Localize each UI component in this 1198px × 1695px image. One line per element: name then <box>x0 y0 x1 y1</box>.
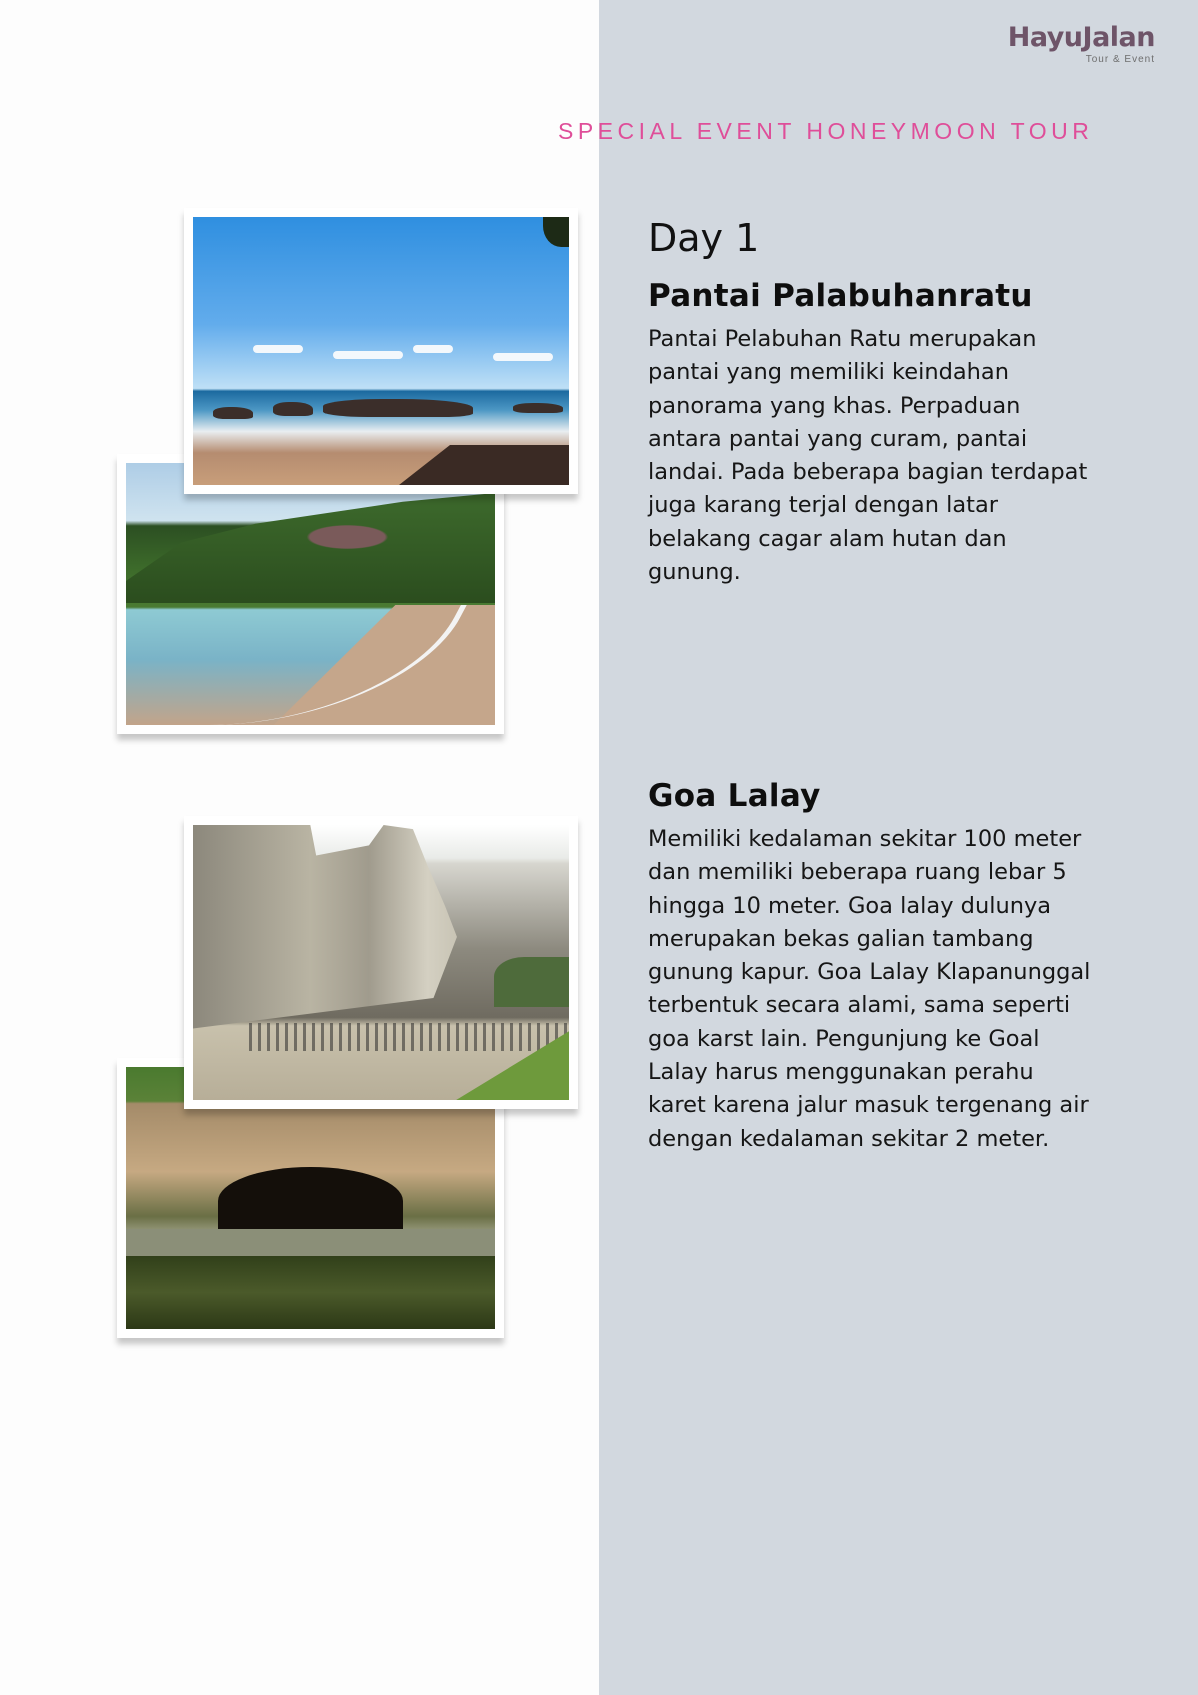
beach-image-2 <box>126 463 495 725</box>
beach-image-1 <box>193 217 569 485</box>
brand-name: HayuJalan <box>1007 22 1155 53</box>
brand-logo <box>1008 24 1155 65</box>
beach-photo-1 <box>184 208 578 494</box>
beach-photo-2 <box>117 454 504 734</box>
place-title-goa: Goa Lalay <box>648 778 821 814</box>
place-description-pantai: Pantai Pelabuhan Ratu merupakan pantai yang memiliki keindahan panorama yang khas. Perpaduan antara pantai yang curam, pantai landai. Pada beberapa bagian terdapat juga karang terjal dengan latar belakang cagar alam hutan dan gunung. <box>648 326 1088 586</box>
day-label: Day 1 <box>648 216 760 260</box>
brand-tagline: Tour & Event <box>1085 54 1155 65</box>
place-description-goa: Memiliki kedalaman sekitar 100 meter dan memiliki beberapa ruang lebar 5 hingga 10 meter. Goa lalay dulunya merupakan bekas galian tambang gunung kapur. Goa Lalay Klapanunggal terbentuk secara alami, sama seperti goa karst lain. Pengunjung ke Goal Lalay harus menggunakan perahu karet karena jalur masuk tergenang air dengan kedalaman sekitar 2 meter. <box>648 826 1091 1152</box>
event-title: SPECIAL EVENT HONEYMOON TOUR <box>558 118 1094 144</box>
place-title-pantai: Pantai Palabuhanratu <box>648 278 1033 314</box>
cliff-image <box>193 825 569 1100</box>
cliff-photo <box>184 816 578 1109</box>
